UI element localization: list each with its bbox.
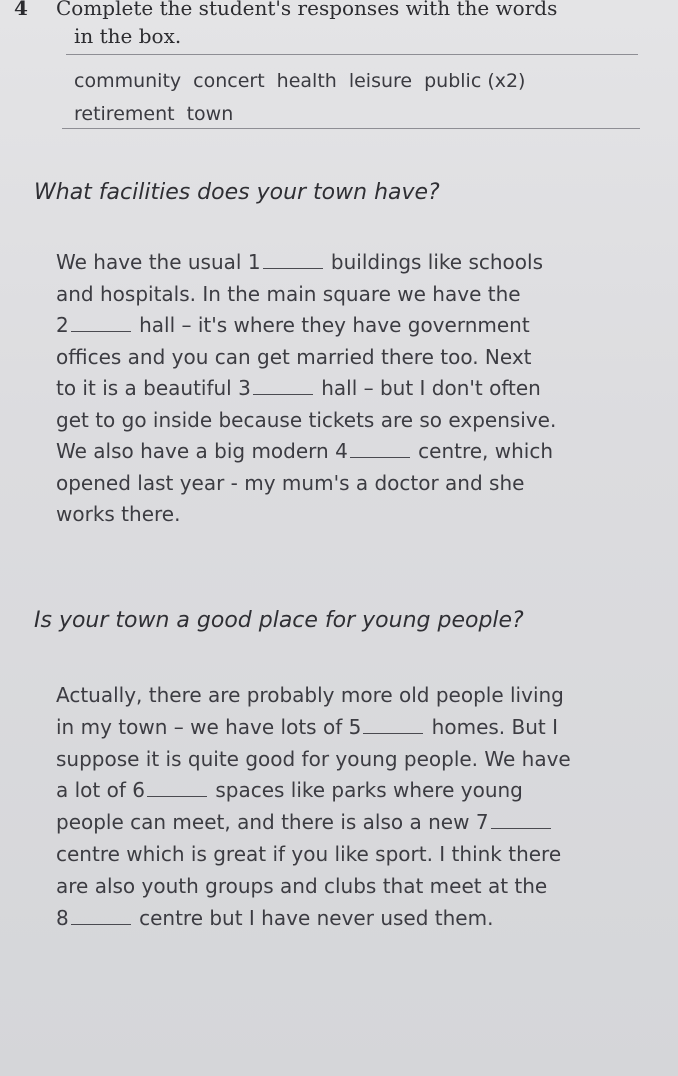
- text-line: suppose it is quite good for young people. We have: [56, 746, 571, 771]
- answer-blank[interactable]: [491, 810, 551, 829]
- text-line: are also youth groups and clubs that meet at the: [56, 873, 548, 898]
- text-line: [56, 439, 553, 463]
- text-fragment: buildings like schools: [324, 250, 543, 274]
- text-fragment: in my town – we have lots of: [56, 714, 349, 739]
- gap-number: 4: [335, 439, 348, 463]
- word-box-line-1: [74, 70, 537, 92]
- text-line: [56, 810, 553, 834]
- word-box-word: public (x2): [424, 70, 526, 92]
- answer-blank[interactable]: [147, 778, 207, 797]
- word-box-word: health: [276, 70, 337, 92]
- word-box-word: leisure: [348, 70, 413, 92]
- text-fragment: We have the usual: [56, 250, 248, 274]
- text-line: [56, 313, 530, 337]
- text-line: centre which is great if you like sport. I think there: [56, 842, 562, 866]
- instruction-text: Complete the student's responses with the words: [56, 0, 558, 20]
- gap-number: 3: [238, 376, 251, 400]
- gap-number: 2: [56, 313, 69, 337]
- word-box-top-rule: [66, 54, 638, 55]
- text-line: [56, 376, 541, 400]
- answer-blank[interactable]: [350, 439, 410, 458]
- text-fragment: centre but I have never used them.: [132, 905, 494, 930]
- exercise-number: 4: [14, 0, 28, 20]
- word-box-line-2: [74, 103, 245, 125]
- exercise-instruction: [14, 0, 674, 20]
- text-fragment: hall – but I don't often: [314, 376, 541, 400]
- text-line: Actually, there are probably more old people living: [56, 683, 564, 707]
- word-box-bottom-rule: [62, 128, 640, 129]
- question-2: Is your town a good place for young people?: [34, 608, 524, 633]
- text-fragment: a lot of: [56, 778, 133, 803]
- gap-number: 8: [56, 905, 69, 930]
- gap-number: 7: [475, 810, 489, 835]
- text-line: offices and you can get married there too. Next: [56, 344, 532, 369]
- question-1: What facilities does your town have?: [34, 180, 440, 205]
- text-line: [56, 906, 493, 930]
- text-line: get to go inside because tickets are so expensive.: [56, 407, 557, 432]
- answer-blank[interactable]: [263, 250, 323, 269]
- text-fragment: to it is a beautiful: [56, 376, 239, 400]
- text-line: [56, 250, 543, 274]
- answer-blank[interactable]: [363, 715, 423, 734]
- text-line: opened last year - my mum's a doctor and she: [56, 470, 525, 495]
- word-box-word: retirement: [74, 103, 175, 125]
- text-line: [56, 778, 523, 802]
- word-box-word: town: [186, 103, 234, 125]
- text-fragment: centre, which: [411, 439, 554, 463]
- gap-number: 5: [348, 714, 362, 739]
- answer-blank[interactable]: [71, 313, 131, 332]
- gap-number: 6: [132, 778, 145, 803]
- text-fragment: We also have a big modern: [56, 439, 336, 463]
- text-line: works there.: [56, 502, 181, 526]
- word-box-word: concert: [193, 70, 265, 92]
- text-fragment: spaces like parks where young: [208, 778, 523, 803]
- text-line: [56, 715, 558, 739]
- instruction-text-continued: in the box.: [74, 24, 182, 48]
- gap-number: 1: [247, 250, 261, 274]
- text-line: and hospitals. In the main square we have the: [56, 281, 521, 306]
- text-fragment: people can meet, and there is also a new: [56, 810, 476, 835]
- answer-blank[interactable]: [71, 906, 131, 925]
- answer-blank[interactable]: [253, 376, 313, 395]
- text-fragment: homes. But I: [425, 714, 559, 739]
- word-box-word: community: [74, 70, 182, 92]
- text-fragment: hall – it's where they have government: [132, 313, 530, 337]
